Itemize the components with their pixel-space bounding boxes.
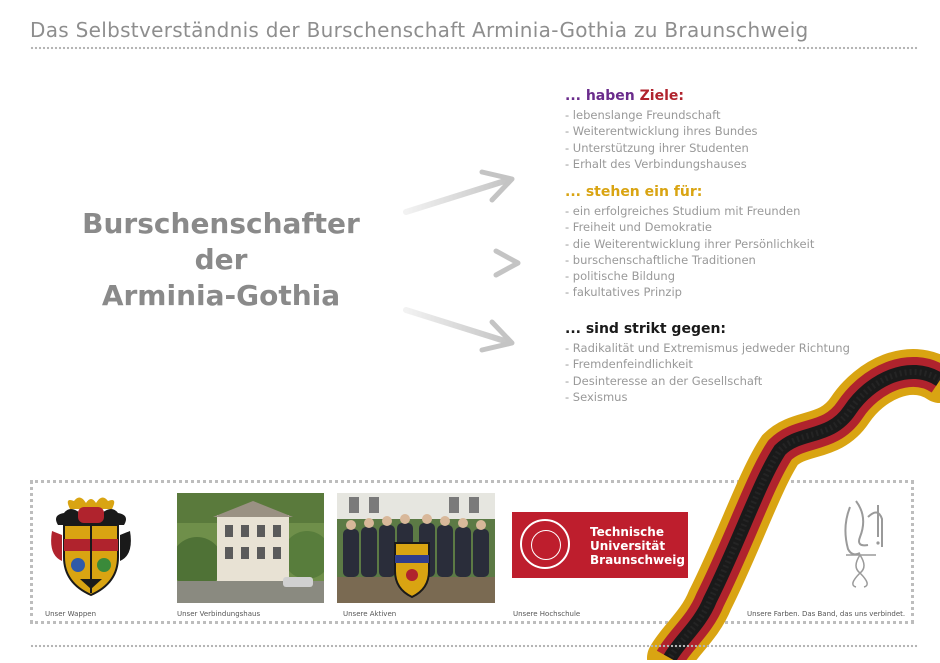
list-item: - Sexismus xyxy=(565,389,628,404)
headline-line-2: der xyxy=(194,243,248,276)
caption-verbindungshaus: Unser Verbindungshaus xyxy=(177,610,261,618)
tu-line-3: Braunschweig xyxy=(590,553,685,567)
caption-aktiven: Unsere Aktiven xyxy=(343,610,397,618)
arrows-graphic xyxy=(400,160,530,360)
title-divider xyxy=(30,46,918,50)
headline xyxy=(60,206,382,314)
house-photo xyxy=(177,493,324,603)
tu-line-1: Technische xyxy=(590,525,664,539)
caption-farben: Unsere Farben. Das Band, das uns verbindet. xyxy=(747,610,906,618)
headline-line-1: Burschenschafter xyxy=(82,207,360,240)
ribbon-band-icon xyxy=(640,340,940,660)
arrow-up-icon xyxy=(406,172,512,212)
list-item: - Fremdenfeindlichkeit xyxy=(565,357,693,372)
section-heading-strikt-gegen: ... sind strikt gegen: xyxy=(565,321,727,337)
heading-word-ziele: Ziele: xyxy=(634,88,684,104)
list-item: - burschenschaftliche Traditionen xyxy=(565,252,756,267)
list-item: - Radikalität und Extremismus jedweder Richtung xyxy=(565,341,850,355)
arrow-down-icon xyxy=(406,310,512,350)
list-item: - Unterstützung ihrer Studenten xyxy=(565,140,749,155)
tu-line-2: Universität xyxy=(590,539,666,553)
list-item: - Erhalt des Verbindungshauses xyxy=(565,156,747,171)
section-heading-ziele xyxy=(565,88,758,104)
section-heading-stehen-ein: ... stehen ein für: xyxy=(565,184,703,200)
bottom-divider xyxy=(30,644,918,648)
list-item: - Freiheit und Demokratie xyxy=(565,220,712,235)
arrow-right-icon xyxy=(406,251,518,275)
list-item: - Desinteresse an der Gesellschaft xyxy=(565,373,763,388)
list-item: - fakultatives Prinzip xyxy=(565,285,682,300)
caption-wappen: Unser Wappen xyxy=(45,610,97,618)
coat-of-arms-icon xyxy=(50,495,132,600)
university-seal-icon xyxy=(520,519,570,569)
caption-hochschule: Unsere Hochschule xyxy=(513,610,581,618)
list-item: - Weiterentwicklung ihres Bundes xyxy=(565,124,758,139)
headline-line-3: Arminia-Gothia xyxy=(101,279,341,312)
section-ziele xyxy=(565,88,758,172)
page-title: Das Selbstverständnis der Burschenschaft Arminia-Gothia zu Braunschweig xyxy=(30,18,809,42)
list-item: - lebenslange Freundschaft xyxy=(565,108,721,122)
section-stehen-ein xyxy=(565,184,814,301)
heading-word-haben: haben xyxy=(585,88,635,104)
heading-prefix: ... xyxy=(565,88,586,104)
list-item: - die Weiterentwicklung ihrer Persönlichkeit xyxy=(565,236,815,251)
list-item: - ein erfolgreiches Studium mit Freunden xyxy=(565,204,801,218)
list-item: - politische Bildung xyxy=(565,269,676,284)
group-photo xyxy=(337,493,495,603)
